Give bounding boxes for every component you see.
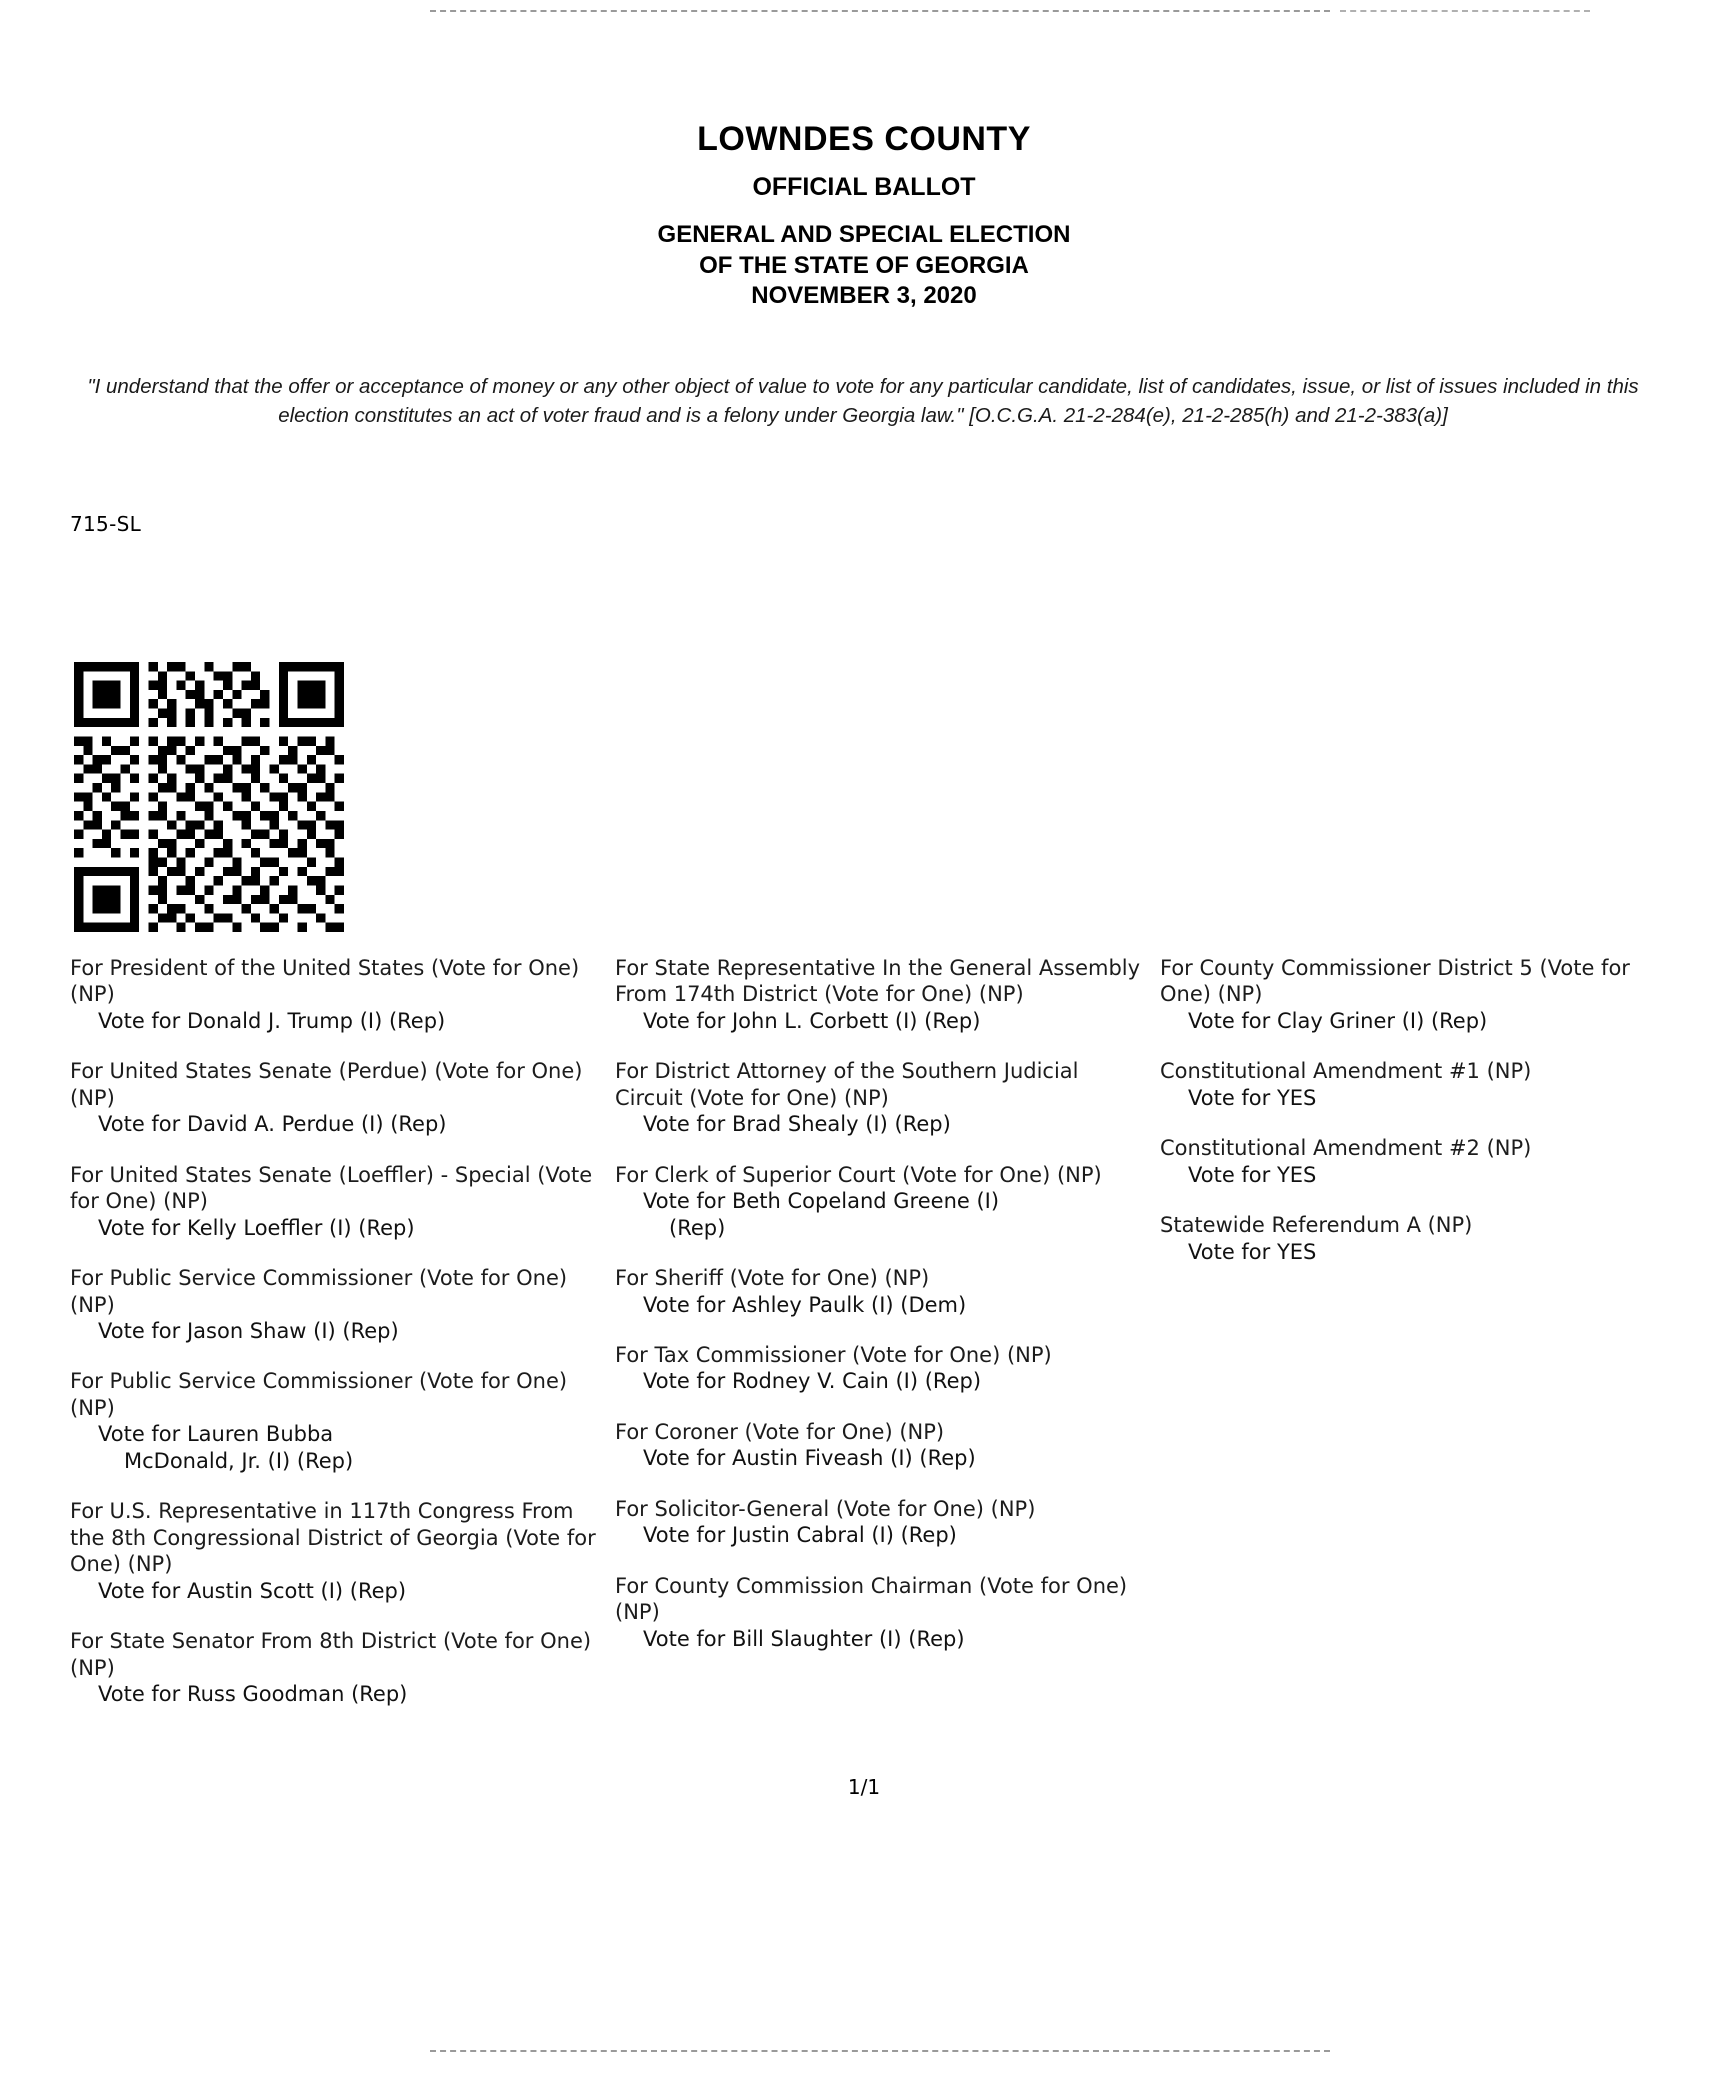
contest-constitutional-amendment-1 [1160,1058,1658,1111]
contest-title: Constitutional Amendment #1 (NP) [1160,1059,1532,1084]
contest-district-attorney [615,1058,1148,1137]
contest-choice [615,1188,1148,1241]
contest-title: For Solicitor-General (Vote for One) (NP) [615,1496,1036,1521]
scan-edge-bottom [430,2050,1330,2052]
contest-choice: Vote for Austin Fiveash (I) (Rep) [643,1446,976,1471]
contest-choice [70,1421,603,1474]
contest-choice: Vote for Rodney V. Cain (I) (Rep) [643,1369,982,1394]
contest-title: For State Senator From 8th District (Vote for One) (NP) [70,1629,592,1680]
contest-title: For District Attorney of the Southern Judicial Circuit (Vote for One) (NP) [615,1059,1079,1110]
contest-title: For County Commission Chairman (Vote for One) (NP) [615,1573,1128,1625]
contest-tax-commissioner [615,1342,1148,1395]
contest-state-senator-8th [70,1628,603,1707]
contest-clerk-of-superior-court [615,1162,1148,1241]
contest-column-1 [70,955,615,1731]
contest-choice: Vote for Justin Cabral (I) (Rep) [643,1523,957,1548]
contest-constitutional-amendment-2 [1160,1135,1658,1188]
contest-choice: Vote for Russ Goodman (Rep) [98,1681,408,1706]
contest-us-senate-loeffler-special [70,1162,603,1241]
contest-county-commissioner-district-5 [1160,955,1658,1034]
ballot-style-id: 715-SL [70,512,142,536]
official-ballot-title: OFFICIAL BALLOT [752,173,976,201]
scan-edge-top-right [1340,10,1590,12]
contest-columns [70,955,1670,1731]
contest-solicitor-general [615,1496,1148,1549]
contest-title: For County Commissioner District 5 (Vote for One) (NP) [1160,956,1630,1007]
contest-title: For United States Senate (Perdue) (Vote for One) (NP) [70,1059,583,1110]
contest-title: For Sheriff (Vote for One) (NP) [615,1266,930,1291]
contest-choice: Vote for YES [1188,1239,1317,1264]
contest-statewide-referendum-a [1160,1212,1658,1265]
contest-choice: Vote for Ashley Paulk (I) (Dem) [643,1292,967,1317]
contest-choice: Vote for YES [1188,1085,1317,1110]
contest-us-representative-8th [70,1498,603,1604]
contest-choice: Vote for Kelly Loeffler (I) (Rep) [98,1215,415,1240]
contest-coroner [615,1419,1148,1472]
contest-public-service-commissioner-mcdonald [70,1368,603,1474]
contest-title: For Tax Commissioner (Vote for One) (NP) [615,1342,1052,1367]
contest-title: For United States Senate (Loeffler) - Special (Vote for One) (NP) [70,1162,593,1214]
contest-choice: Vote for David A. Perdue (I) (Rep) [98,1112,447,1137]
ballot-qr-code [74,662,344,932]
election-title-line-2: OF THE STATE OF GEORGIA [699,251,1029,279]
voter-fraud-oath: "I understand that the offer or acceptance of money or any other object of value to vote for any particular candidate, list of candidates, issue, or list of issues included in this election constitutes an act of voter fraud and is a felony under Georgia law." [O.C.G.A. 21-2-284(e), 21-2-285(h) and 21-2-383(a)] [87,375,1639,428]
contest-president [70,955,603,1034]
ballot-header [0,120,1728,312]
contest-title: For State Representative In the General Assembly From 174th District (Vote for One) (NP) [615,956,1141,1007]
contest-title: Statewide Referendum A (NP) [1160,1213,1473,1238]
contest-choice: Vote for Jason Shaw (I) (Rep) [98,1318,399,1343]
contest-choice: Vote for John L. Corbett (I) (Rep) [643,1008,981,1033]
scan-edge-top [430,10,1330,12]
contest-us-senate-perdue [70,1058,603,1137]
contest-title: For U.S. Representative in 117th Congress From the 8th Congressional District of Georgia (Vote for One) (NP) [70,1499,596,1577]
contest-county-commission-chairman [615,1573,1148,1652]
contest-choice-line-2: (Rep) [669,1215,726,1240]
contest-title: For Public Service Commissioner (Vote for One) (NP) [70,1369,568,1420]
contest-choice: Vote for YES [1188,1162,1317,1187]
election-date: NOVEMBER 3, 2020 [751,282,977,310]
contest-choice: Vote for Clay Griner (I) (Rep) [1188,1008,1488,1033]
contest-choice: Vote for Bill Slaughter (I) (Rep) [643,1626,965,1651]
contest-choice: Vote for Brad Shealy (I) (Rep) [643,1112,951,1137]
contest-choice-line-1: Vote for Beth Copeland Greene (I) [643,1189,1000,1214]
page-number: 1/1 [847,1775,881,1799]
contest-title: For Coroner (Vote for One) (NP) [615,1419,945,1444]
contest-column-3 [1160,955,1670,1731]
contest-title: For President of the United States (Vote for One) (NP) [70,956,580,1007]
county-title: LOWNDES COUNTY [697,120,1031,158]
contest-choice-line-2: McDonald, Jr. (I) (Rep) [124,1448,354,1473]
contest-choice: Vote for Donald J. Trump (I) (Rep) [98,1008,446,1033]
contest-public-service-commissioner-shaw [70,1265,603,1344]
contest-choice: Vote for Austin Scott (I) (Rep) [98,1578,407,1603]
contest-title: For Clerk of Superior Court (Vote for One) (NP) [615,1162,1102,1187]
election-title-line-1: GENERAL AND SPECIAL ELECTION [657,221,1071,248]
contest-state-representative-174th [615,955,1148,1034]
contest-choice-line-1: Vote for Lauren Bubba [98,1422,334,1447]
contest-title: Constitutional Amendment #2 (NP) [1160,1136,1532,1161]
contest-sheriff [615,1265,1148,1318]
contest-column-2 [615,955,1160,1731]
contest-title: For Public Service Commissioner (Vote for One) (NP) [70,1266,568,1317]
